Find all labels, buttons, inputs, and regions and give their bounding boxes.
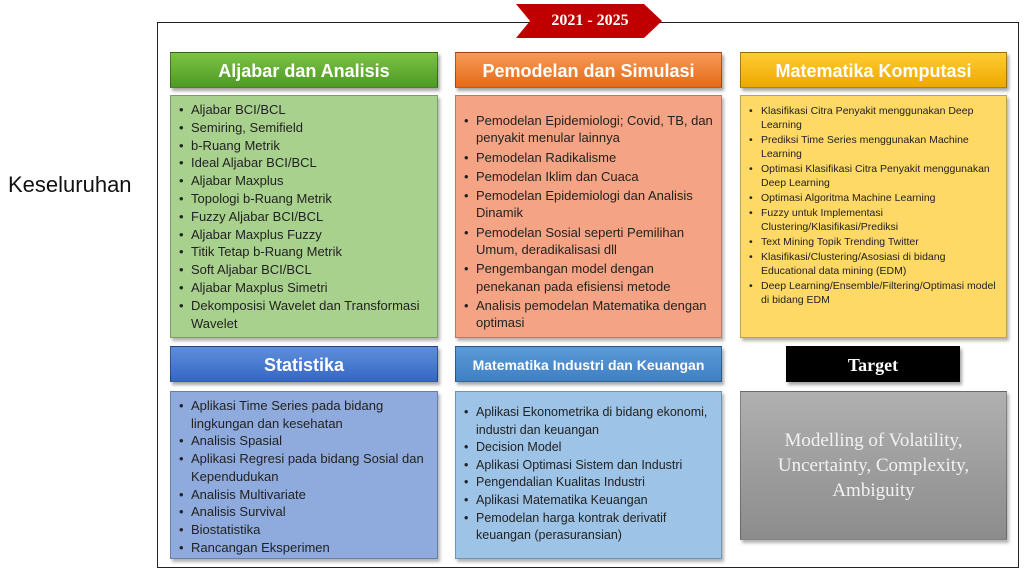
list-item: • Deep Learning/Ensemble/Filtering/Optimasi model di bidang EDM	[761, 279, 998, 307]
list-item: • Rancangan Eksperimen	[191, 539, 429, 557]
industri-list	[456, 392, 721, 545]
list-item: • Aplikasi Ekonometrika di bidang ekonomi, industri dan keuangan	[476, 404, 715, 439]
list-item: • Prediksi Time Series menggunakan Machine Learning	[761, 133, 998, 161]
list-item: • Pemodelan Sosial seperti Pemilihan Umum, deradikalisasi dll	[476, 224, 713, 259]
list-item: • Klasifikasi Citra Penyakit menggunakan Deep Learning	[761, 104, 998, 132]
komputasi-list	[741, 96, 1006, 307]
list-item: • b-Ruang Metrik	[191, 137, 437, 155]
target-text: Modelling of Volatility, Uncertainty, Complexity, Ambiguity	[777, 430, 970, 501]
industri-box	[455, 391, 722, 559]
list-item: • Analisis Multivariate	[191, 486, 429, 504]
list-item: • Pengembangan model dengan penekanan pada efisiensi metode	[476, 260, 713, 295]
list-item: • Fuzzy untuk Implementasi Clustering/Klasifikasi/Prediksi	[761, 206, 998, 234]
list-item: • Pemodelan Radikalisme	[476, 149, 713, 166]
period-label: 2021 - 2025	[551, 12, 629, 29]
list-item: • Soft Aljabar BCI/BCL	[191, 261, 437, 279]
list-item: • Dekomposisi Wavelet dan Transformasi Wavelet	[191, 297, 437, 333]
list-item: • Biostatistika	[191, 521, 429, 539]
target-box	[740, 391, 1007, 540]
aljabar-title: Aljabar dan Analisis	[218, 61, 390, 81]
list-item: • Pemodelan Epidemiologi dan Analisis Dinamik	[476, 187, 713, 222]
industri-header	[455, 346, 722, 382]
list-item: • Pemodelan Iklim dan Cuaca	[476, 168, 713, 185]
list-item: • Pemodelan harga kontrak derivatif keuangan (perasuransian)	[476, 510, 715, 545]
target-header	[786, 346, 960, 382]
list-item: • Optimasi Algoritma Machine Learning	[761, 191, 998, 205]
industri-title: Matematika Industri dan Keuangan	[472, 357, 705, 373]
komputasi-header	[740, 52, 1007, 88]
pemodelan-header	[455, 52, 722, 88]
side-label: Keseluruhan	[8, 172, 132, 197]
list-item: • Aplikasi Matematika Keuangan	[476, 492, 715, 510]
pemodelan-box	[455, 95, 722, 338]
list-item: • Aljabar Maxplus Simetri	[191, 279, 437, 297]
list-item: • Text Mining Topik Trending Twitter	[761, 235, 998, 249]
komputasi-box	[740, 95, 1007, 338]
statistika-header	[170, 346, 438, 382]
statistika-box	[170, 391, 438, 559]
list-item: • Analisis Spasial	[191, 432, 429, 450]
list-item: • Semiring, Semifield	[191, 119, 437, 137]
list-item: • Ideal Aljabar BCI/BCL	[191, 154, 437, 172]
list-item: • Pemodelan Epidemiologi; Covid, TB, dan penyakit menular lainnya	[476, 112, 713, 147]
aljabar-list	[171, 96, 437, 332]
list-item: • Analisis pemodelan Matematika dengan optimasi	[476, 297, 713, 332]
list-item: • Fuzzy Aljabar BCI/BCL	[191, 208, 437, 226]
list-item: • Topologi b-Ruang Metrik	[191, 190, 437, 208]
statistika-title: Statistika	[263, 355, 345, 375]
komputasi-title: Matematika Komputasi	[775, 61, 972, 81]
aljabar-header	[170, 52, 438, 88]
list-item: • Aplikasi Regresi pada bidang Sosial dan Kependudukan	[191, 450, 429, 485]
list-item: • Analisis Survival	[191, 503, 429, 521]
list-item: • Optimasi Klasifikasi Citra Penyakit menggunakan Deep Learning	[761, 162, 998, 190]
list-item: • Decision Model	[476, 439, 715, 457]
list-item: • Titik Tetap b-Ruang Metrik	[191, 243, 437, 261]
statistika-list	[171, 392, 437, 556]
target-title: Target	[847, 355, 899, 375]
list-item: • Aplikasi Optimasi Sistem dan Industri	[476, 457, 715, 475]
period-banner	[516, 4, 662, 38]
aljabar-box	[170, 95, 438, 338]
list-item: • Aljabar Maxplus Fuzzy	[191, 226, 437, 244]
list-item: • Klasifikasi/Clustering/Asosiasi di bidang Educational data mining (EDM)	[761, 250, 998, 278]
list-item: • Pengendalian Kualitas Industri	[476, 474, 715, 492]
pemodelan-title: Pemodelan dan Simulasi	[482, 61, 695, 81]
list-item: • Aljabar BCI/BCL	[191, 101, 437, 119]
list-item: • Aljabar Maxplus	[191, 172, 437, 190]
list-item: • Aplikasi Time Series pada bidang lingkungan dan kesehatan	[191, 397, 429, 432]
pemodelan-list	[456, 96, 721, 332]
